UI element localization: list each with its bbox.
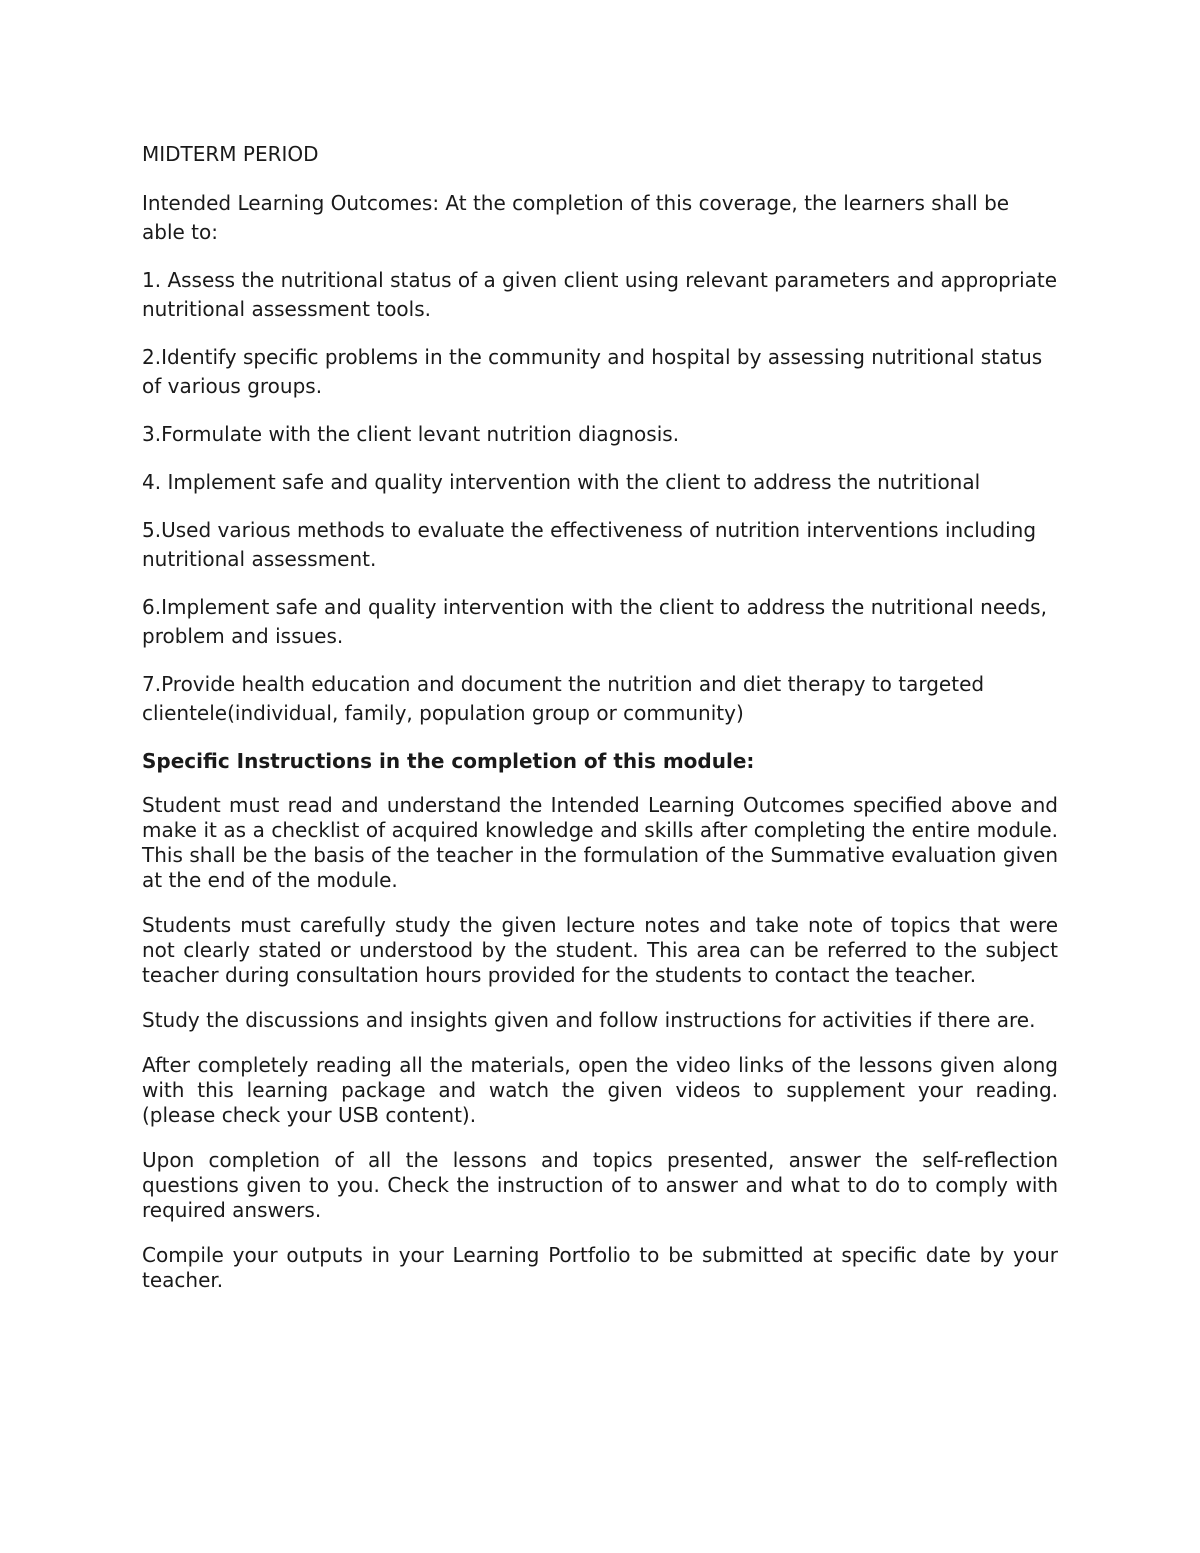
outcome-item-3: 3.Formulate with the client levant nutrition diagnosis. [142, 422, 680, 446]
outcome-item-7: 7.Provide health education and document the nutrition and diet therapy to targeted clientele(individual, family, population group or community) [142, 672, 985, 725]
document-title: MIDTERM PERIOD [142, 142, 319, 166]
learning-outcomes-intro: Intended Learning Outcomes: At the completion of this coverage, the learners shall be able to: [142, 191, 1010, 244]
instruction-paragraph-1: Student must read and understand the Intended Learning Outcomes specified above and make it as a checklist of acquired knowledge and skills after completing the entire module. This shall be the basis of the teacher in the formulation of the Summative evaluation given at the end of the module. [142, 793, 1058, 892]
instructions-heading: Specific Instructions in the completion of this module: [142, 749, 755, 773]
outcome-item-2: 2.Identify specific problems in the community and hospital by assessing nutritional status of various groups. [142, 345, 1043, 398]
outcome-item-6: 6.Implement safe and quality intervention with the client to address the nutritional needs, problem and issues. [142, 595, 1047, 648]
document-page [142, 140, 1058, 1313]
instruction-paragraph-6: Compile your outputs in your Learning Portfolio to be submitted at specific date by your teacher. [142, 1243, 1058, 1292]
instruction-paragraph-2: Students must carefully study the given lecture notes and take note of topics that were not clearly stated or understood by the student. This area can be referred to the subject teacher during consultation hours provided for the students to contact the teacher. [142, 913, 1058, 987]
instruction-paragraph-3: Study the discussions and insights given and follow instructions for activities if there are. [142, 1008, 1036, 1032]
instruction-paragraph-5: Upon completion of all the lessons and topics presented, answer the self-reflection questions given to you. Check the instruction of to answer and what to do to comply with required answers. [142, 1148, 1058, 1222]
instruction-paragraph-4: After completely reading all the materials, open the video links of the lessons given along with this learning package and watch the given videos to supplement your reading. (please check your USB content). [142, 1053, 1058, 1127]
outcome-item-1: 1. Assess the nutritional status of a given client using relevant parameters and appropriate nutritional assessment tools. [142, 268, 1058, 321]
outcome-item-5: 5.Used various methods to evaluate the effectiveness of nutrition interventions including nutritional assessment. [142, 518, 1037, 571]
outcome-item-4: 4. Implement safe and quality intervention with the client to address the nutritional [142, 470, 981, 494]
